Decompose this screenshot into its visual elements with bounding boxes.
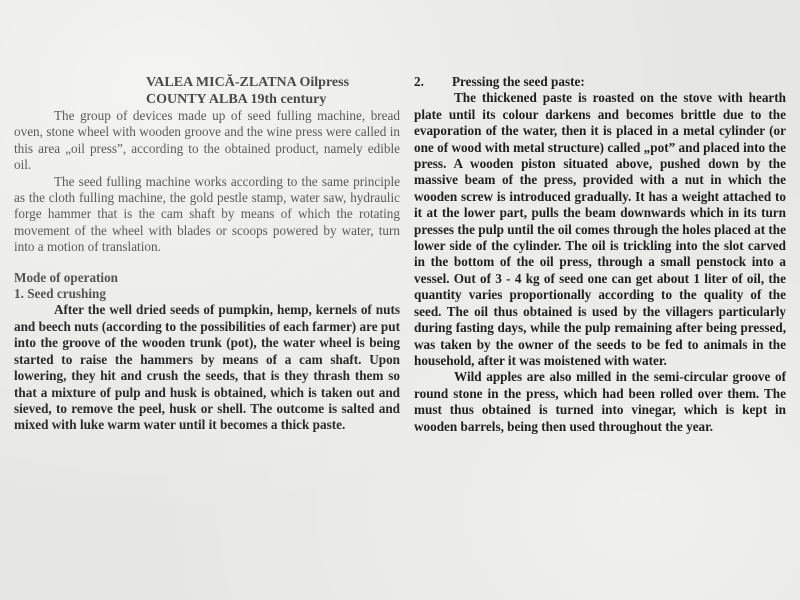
left-column (14, 74, 400, 434)
wild-apples-paragraph: Wild apples are also milled in the semi-circular groove of round stone in the press, which had been rolled over them. The must thus obtained is turned into vinegar, which is kept in wooden barrels, being then used throughout the year. (414, 369, 786, 434)
principle-paragraph: The seed fulling machine works according to the same principle as the cloth fulling machine, the gold pestle stamp, water saw, hydraulic forge hammer that is the cam shaft by means of which the rotating movement of the wheel with blades or scoops powered by water, turn into a motion of translation. (14, 173, 400, 255)
mode-of-operation-heading: Mode of operation (14, 269, 119, 285)
seed-crushing-paragraph: After the well dried seeds of pumpkin, hemp, kernels of nuts and beech nuts (according to the possibilities of each farmer) are put into the groove of the wooden trunk (pot), the water wheel is being started to raise the hammers by means of a cam shaft. Upon lowering, they hit and crush the seeds, that is they thrash them so that a mixture of pulp and husk is obtained, which is taken out and sieved, to remove the peel, husk or shell. The outcome is salted and mixed with luke warm water until it becomes a thick paste. (14, 302, 400, 433)
title-line-2: COUNTY ALBA 19th century (146, 92, 327, 107)
pressing-paragraph: The thickened paste is roasted on the stove with hearth plate until its colour darkens and becomes brittle due to the evaporation of the water, then it is placed in a metal cylinder (or one of wood with metal structure) called „pot” and placed into the press. A wooden piston situated above, pushed down by the massive beam of the press, provided with a nut in which the wooden screw is introduced gradually. It has a weight attached to it at the lower part, pulls the beam downwards which in its turn presses the pulp until the oil comes through the holes placed at the lower side of the cylinder. The oil is trickling into the slot carved in the bottom of the oil press, through a small penstock into a vessel. Out of 3 - 4 kg of seed one can get about 1 liter of oil, the quantity varies proportionally according to the quality of the seed. The oil thus obtained is used by the villagers particularly during fasting days, while the pulp remaining after being pressed, was taken by the owner of the seeds to be fed to animals in the household, after it was moistened with water. (414, 90, 786, 368)
pressing-heading (414, 74, 786, 90)
intro-paragraph: The group of devices made up of seed fulling machine, bread oven, stone wheel with wooden groove and the wine press were called in this area „oil press”, according to the obtained product, namely edible oil. (14, 108, 400, 173)
document-title (14, 74, 400, 108)
pressing-heading-text: Pressing the seed paste: (452, 74, 585, 89)
title-line-1: VALEA MICĂ-ZLATNA Oilpress (146, 75, 350, 90)
right-column (414, 74, 786, 435)
seed-crushing-heading: 1. Seed crushing (14, 286, 106, 302)
step-number: 2. (414, 74, 424, 89)
spacer (14, 256, 400, 270)
